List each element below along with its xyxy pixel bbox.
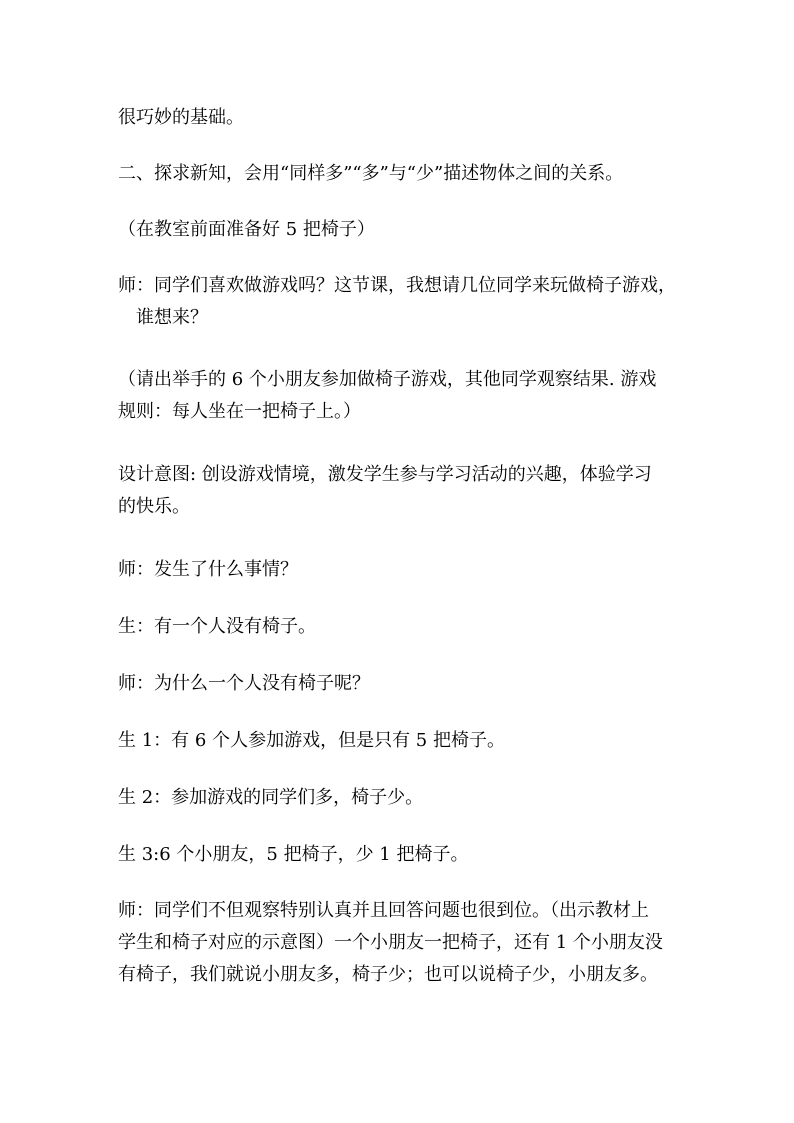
paragraph-dialogue [118,554,688,586]
text-line: 的快乐。 [118,496,190,517]
paragraph-teacher-summary [118,895,688,991]
text-line: 二、探求新知，会用“同样多”“多”与“少”描述物体之间的关系。 [118,163,624,184]
paragraph-dialogue [118,725,688,757]
paragraph-setup-note [118,214,688,246]
paragraph-dialogue [118,839,688,871]
paragraph-teacher-question [118,270,688,334]
text-line: 师：为什么一个人没有椅子呢？ [118,673,370,694]
text-line: 生 3:6 个小朋友，5 把椅子，少 1 把椅子。 [118,844,469,865]
text-line: 谁想来？ [136,307,208,328]
text-line: 师：发生了什么事情？ [118,559,298,580]
text-line: 有椅子，我们就说小朋友多，椅子少；也可以说椅子少，小朋友多。 [118,964,658,985]
paragraph-game-rules [118,364,688,428]
text-line: 生 2：参加游戏的同学们多，椅子少。 [118,787,424,808]
paragraph-dialogue [118,611,688,643]
paragraph-intro-end [118,102,688,134]
text-line: （在教室前面准备好 5 把椅子） [118,219,375,240]
text-line: 规则：每人坐在一把椅子上。） [118,401,361,422]
text-line: 师：同学们喜欢做游戏吗？这节课，我想请几位同学来玩做椅子游戏， [118,275,676,296]
text-line: 学生和椅子对应的示意图）一个小朋友一把椅子，还有 1 个小朋友没 [118,932,663,953]
section-heading [118,158,688,190]
paragraph-dialogue [118,668,688,700]
text-line: 师：同学们不但观察特别认真并且回答问题也很到位。（出示教材上 [118,900,649,921]
text-line: 生：有一个人没有椅子。 [118,616,316,637]
text-line: 生 1：有 6 个人参加游戏，但是只有 5 把椅子。 [118,730,505,751]
paragraph-design-intent [118,459,688,523]
text-line: 设计意图: 创设游戏情境，激发学生参与学习活动的兴趣，体验学习 [118,464,652,485]
paragraph-dialogue [118,782,688,814]
text-line: （请出举手的 6 个小朋友参加做椅子游戏，其他同学观察结果. 游戏 [118,369,657,390]
text-line: 很巧妙的基础。 [118,107,244,128]
